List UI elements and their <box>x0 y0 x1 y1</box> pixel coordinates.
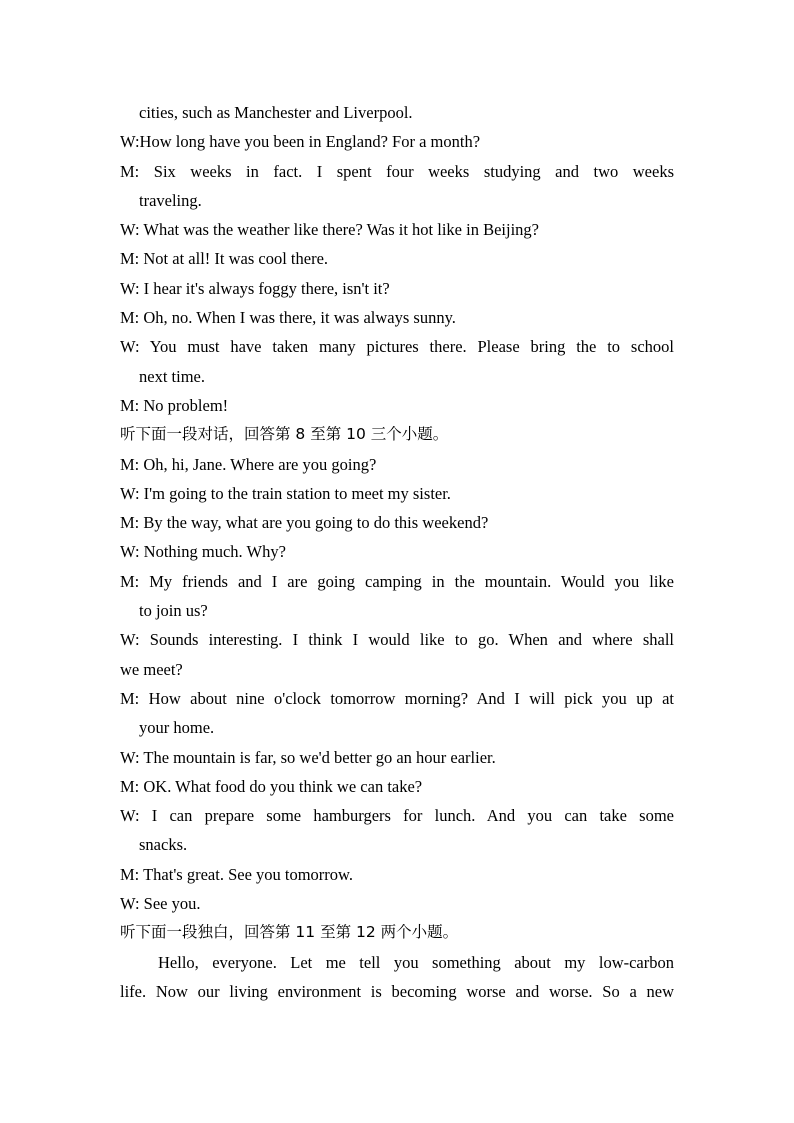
dialogue-line: traveling. <box>139 190 202 210</box>
dialogue-line: M: Oh, no. When I was there, it was always sunny. <box>120 308 456 328</box>
dialogue-line: M: That's great. See you tomorrow. <box>120 864 354 884</box>
dialogue-line: W: The mountain is far, so we'd better go an hour earlier. <box>120 747 496 767</box>
document-text <box>120 98 674 1006</box>
dialogue-line: W: I hear it's always foggy there, isn't it? <box>120 278 390 298</box>
dialogue-line: M: How about nine o'clock tomorrow morning? And I will pick you up at <box>120 688 674 708</box>
dialogue-line: W:How long have you been in England? For a month? <box>120 132 481 152</box>
dialogue-line: M: By the way, what are you going to do this weekend? <box>120 513 489 533</box>
dialogue-line: M: No problem! <box>120 395 229 415</box>
dialogue-line: your home. <box>139 718 215 738</box>
dialogue-line: we meet? <box>120 659 183 679</box>
dialogue-line: Hello, everyone. Let me tell you something about my low-carbon <box>158 952 674 972</box>
dialogue-line: next time. <box>139 366 205 386</box>
dialogue-line: M: Six weeks in fact. I spent four weeks studying and two weeks <box>120 161 674 181</box>
dialogue-line: W: What was the weather like there? Was it hot like in Beijing? <box>120 220 539 240</box>
dialogue-line: W: See you. <box>120 894 201 914</box>
dialogue-line: W: I can prepare some hamburgers for lunch. And you can take some <box>120 806 674 826</box>
dialogue-line: to join us? <box>139 601 208 621</box>
dialogue-line: life. Now our living environment is becoming worse and worse. So a new <box>120 981 674 1001</box>
dialogue-line: W: I'm going to the train station to meet my sister. <box>120 483 451 503</box>
dialogue-line: M: Not at all! It was cool there. <box>120 249 329 269</box>
dialogue-line: cities, such as Manchester and Liverpool. <box>139 103 413 122</box>
dialogue-line: M: OK. What food do you think we can take? <box>120 776 423 796</box>
dialogue-line: W: You must have taken many pictures there. Please bring the to school <box>120 337 674 357</box>
dialogue-line: snacks. <box>139 835 188 855</box>
dialogue-line: W: Sounds interesting. I think I would like to go. When and where shall <box>120 630 674 650</box>
dialogue-line: M: Oh, hi, Jane. Where are you going? <box>120 454 377 474</box>
section-instruction: 听下面一段对话，回答第 8 至第 10 三个小题。 <box>120 425 449 444</box>
dialogue-line: W: Nothing much. Why? <box>120 542 286 562</box>
dialogue-line: M: My friends and I are going camping in the mountain. Would you like <box>120 571 674 591</box>
section-instruction: 听下面一段独白，回答第 11 至第 12 两个小题。 <box>120 923 459 942</box>
